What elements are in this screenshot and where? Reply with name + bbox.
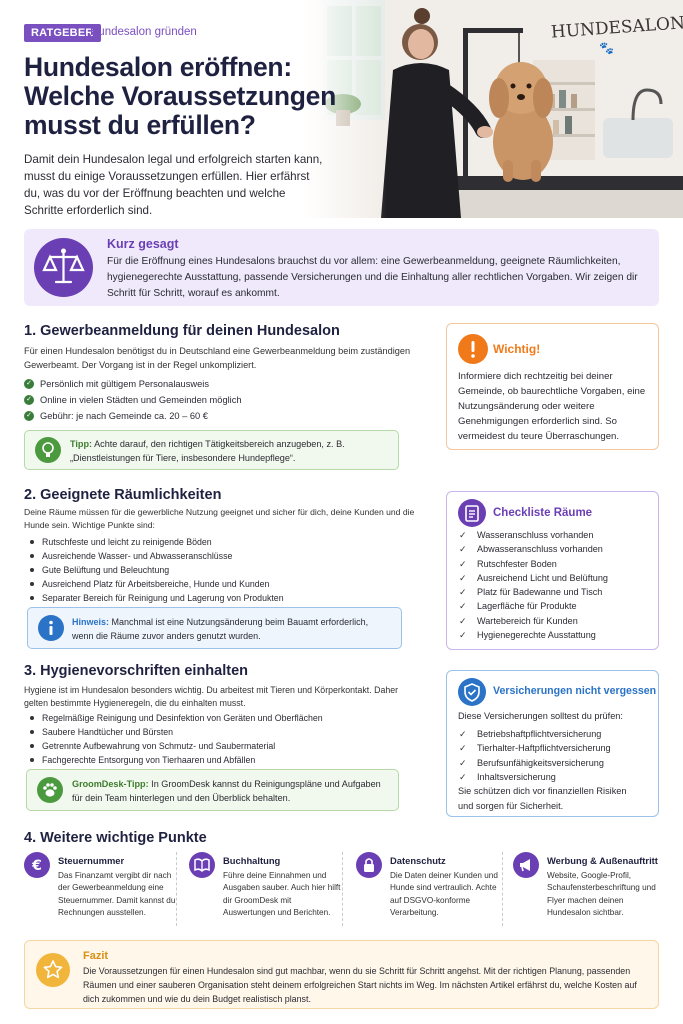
warning-icon <box>458 334 488 364</box>
insurance-intro: Diese Versicherungen solltest du prüfen: <box>458 711 623 721</box>
shield-icon <box>458 678 486 706</box>
section-3-heading: 3. Hygienevorschriften einhalten <box>24 663 249 679</box>
point-text: Website, Google-Profil, Schaufensterbeschriftung und Flyer machen deinen Hundesalon sichtbar. <box>547 871 656 918</box>
groomer-photo <box>303 0 683 218</box>
info-icon <box>38 615 64 641</box>
checklist-item: ✓ Platz für Badewanne und Tisch <box>459 585 608 599</box>
insurance-title: Versicherungen nicht vergessen <box>493 685 657 697</box>
list-item: Getrennte Aufbewahrung von Schmutz- und Saubermaterial <box>30 739 323 753</box>
check-icon: ✓ <box>459 558 467 569</box>
point-text: Die Daten deiner Kunden und Hunde sind vertraulich. Achte auf DSGVO-konforme Verarbeitung. <box>390 871 498 918</box>
checklist-item: ✓ Abwasseranschluss vorhanden <box>459 542 608 556</box>
point-steuernummer <box>24 850 184 932</box>
summary-box <box>24 229 659 306</box>
check-icon: ✓ <box>459 757 467 768</box>
intro-text: Damit dein Hundesalon legal und erfolgreich starten kann, musst du einige Voraussetzungen erfüllen. Hier erfährst du, was du vor der Eröffnung beachten und welche Schritte erforderlich sind. <box>24 153 323 217</box>
list-item: ✓ Gebühr: je nach Gemeinde ca. 20 – 60 € <box>24 409 242 423</box>
section-2-text: Deine Räume müssen für die gewerbliche Nutzung geeignet und sicher für dich, deine Kunden und die Hunde sein. Wichtige Punkte sind: <box>24 507 415 530</box>
section-4-heading: 4. Weitere wichtige Punkte <box>24 830 207 846</box>
point-text: Das Finanzamt vergibt dir nach der Gewerbeanmeldung eine Steuernummer. Damit kannst du Rechnungen ausstellen. <box>58 871 176 918</box>
groomdesk-tip-box <box>26 769 399 811</box>
points-row <box>24 850 659 932</box>
star-icon <box>36 953 70 987</box>
checklist-item: ✓ Wartebereich für Kunden <box>459 614 608 628</box>
insurance-item: ✓ Betriebshaftpflichtversicherung <box>459 727 611 741</box>
book-icon <box>189 852 215 878</box>
check-icon: ✓ <box>459 601 467 612</box>
section-2-heading: 2. Geeignete Räumlichkeiten <box>24 487 222 503</box>
page-title: Hundesalon eröffnen: Welche Voraussetzungen musst du erfüllen? <box>24 52 336 140</box>
paw-icon <box>37 777 63 803</box>
check-icon: ✓ <box>459 587 467 598</box>
important-title: Wichtig! <box>493 342 541 356</box>
lock-icon <box>356 852 382 878</box>
checklist-item: ✓ Ausreichend Licht und Belüftung <box>459 571 608 585</box>
summary-text: Für die Eröffnung eines Hundesalons brauchst du vor allem: eine Gewerbeanmeldung, geeignete Räumlichkeiten, hygienegerechte Ausstattung, passende Versicherungen und die Einhaltung aller rechtlichen Vorgaben. Wir zeigen dir Schritt für Schritt, worauf es ankommt. <box>107 256 638 299</box>
section-3-text: Hygiene ist im Hundesalon besonders wichtig. Du arbeitest mit Tieren und Körperkontakt. Daher gelten bestimmte Hygieneregeln, die du einhalten musst. <box>24 685 399 708</box>
point-title: Steuernummer <box>58 855 125 866</box>
hint-text: Hinweis: Manchmal ist eine Nutzungsänderung beim Bauamt erforderlich, wenn die Räume zuvor anders genutzt wurden. <box>72 617 369 641</box>
check-icon: ✓ <box>459 771 467 782</box>
list-item: Saubere Handtücher und Bürsten <box>30 725 323 739</box>
checklist-list <box>459 528 608 642</box>
checklist-item: ✓ Wasseranschluss vorhanden <box>459 528 608 542</box>
divider <box>176 852 177 926</box>
summary-title: Kurz gesagt <box>107 237 179 251</box>
category-tag[interactable]: RATGEBER <box>24 24 101 42</box>
euro-icon <box>24 852 50 878</box>
check-icon: ✓ <box>24 395 34 405</box>
check-icon: ✓ <box>459 729 467 739</box>
checklist-item: ✓ Rutschfester Boden <box>459 557 608 571</box>
checklist-title: Checkliste Räume <box>493 507 593 519</box>
check-icon: ✓ <box>459 743 467 754</box>
check-icon: ✓ <box>459 544 467 555</box>
insurance-item: ✓ Inhaltsversicherung <box>459 770 611 784</box>
list-item: Ausreichende Wasser- und Abwasseranschlüsse <box>30 549 284 563</box>
point-title: Datenschutz <box>390 855 446 866</box>
tip-box <box>24 430 399 470</box>
insurance-item: ✓ Tierhalter-Haftpflichtversicherung <box>459 741 611 755</box>
section-1-list <box>24 377 242 423</box>
tip-text: Tipp: Achte darauf, den richtigen Tätigkeitsbereich anzugeben, z. B. „Dienstleistungen für Tiere, insbesondere Hundepflege“. <box>70 439 345 463</box>
list-item: Fachgerechte Entsorgung von Tierhaaren und Abfällen <box>30 753 323 767</box>
important-text: Informiere dich rechtzeitig bei deiner Gemeinde, ob baurechtliche Vorgaben, eine Nutzungsänderung oder weitere Genehmigungen erforderlich sind. So vermeidest du teure Überraschungen. <box>458 371 646 442</box>
hero-section <box>0 0 683 218</box>
megaphone-icon <box>513 852 539 878</box>
point-title: Werbung & Außenauftritt <box>547 855 658 866</box>
section-3-list <box>30 711 323 767</box>
conclusion-text: Die Voraussetzungen für einen Hundesalon sind gut machbar, wenn du sie Schritt für Schritt angehst. Mit der richtigen Planung, passenden Räumen und einer sauberen Organisation steht deinem erfolgreichen Start nichts im Weg. Im nächsten Artikel erfährst du, welche Kosten auf dich zukommen und wie du dein Budget realistisch planst. <box>83 966 637 1004</box>
list-item: ✓ Online in vielen Städten und Gemeinden möglich <box>24 393 242 407</box>
scale-icon <box>34 238 93 297</box>
check-icon: ✓ <box>24 411 34 421</box>
check-icon: ✓ <box>459 630 467 641</box>
insurance-outro: Sie schützen dich vor finanziellen Risiken und sorgen für Sicherheit. <box>458 786 627 811</box>
insurance-card <box>446 670 659 817</box>
point-datenschutz <box>356 850 516 932</box>
list-item: Ausreichend Platz für Arbeitsbereiche, Hunde und Kunden <box>30 577 284 591</box>
list-item: Gute Belüftung und Beleuchtung <box>30 563 284 577</box>
list-item: Separater Bereich für Reinigung und Lagerung von Produkten <box>30 591 284 605</box>
section-1-text: Für einen Hundesalon benötigst du in Deutschland eine Gewerbeanmeldung beim zuständigen Gewerbeamt. Der Vorgang ist in der Regel unkompliziert. <box>24 346 411 370</box>
list-item: Rutschfeste und leicht zu reinigende Böden <box>30 535 284 549</box>
section-2-list <box>30 535 284 605</box>
checklist-item: ✓ Hygienegerechte Ausstattung <box>459 628 608 642</box>
groomdesk-tip-text: GroomDesk-Tipp: In GroomDesk kannst du Reinigungspläne und Aufgaben für dein Team hinterlegen und den Überblick behalten. <box>72 779 381 803</box>
divider <box>502 852 503 926</box>
check-icon: ✓ <box>459 615 467 626</box>
important-card <box>446 323 659 450</box>
check-icon: ✓ <box>459 572 467 583</box>
section-1-heading: 1. Gewerbeanmeldung für deinen Hundesalon <box>24 323 340 339</box>
checklist-card <box>446 491 659 650</box>
conclusion-title: Fazit <box>83 950 109 962</box>
check-icon: ✓ <box>459 530 467 540</box>
lightbulb-icon <box>35 437 61 463</box>
point-title: Buchhaltung <box>223 855 281 866</box>
svg-text:€: € <box>32 858 42 874</box>
point-buchhaltung <box>189 850 349 932</box>
divider <box>342 852 343 926</box>
breadcrumb[interactable]: Hundesalon gründen <box>90 26 197 38</box>
insurance-item: ✓ Berufsunfähigkeitsversicherung <box>459 756 611 770</box>
point-text: Führe deine Einnahmen und Ausgaben sauber. Auch hier hilft dir GroomDesk mit Auswertungen und Berichten. <box>223 871 341 918</box>
conclusion-box <box>24 940 659 1009</box>
point-werbung <box>513 850 673 932</box>
checklist-item: ✓ Lagerfläche für Produkte <box>459 599 608 613</box>
hint-box <box>27 607 402 649</box>
list-item: Regelmäßige Reinigung und Desinfektion von Geräten und Oberflächen <box>30 711 323 725</box>
insurance-list <box>459 727 611 784</box>
clipboard-icon <box>458 499 486 527</box>
check-icon: ✓ <box>24 379 34 389</box>
list-item: ✓ Persönlich mit gültigem Personalausweis <box>24 377 242 391</box>
